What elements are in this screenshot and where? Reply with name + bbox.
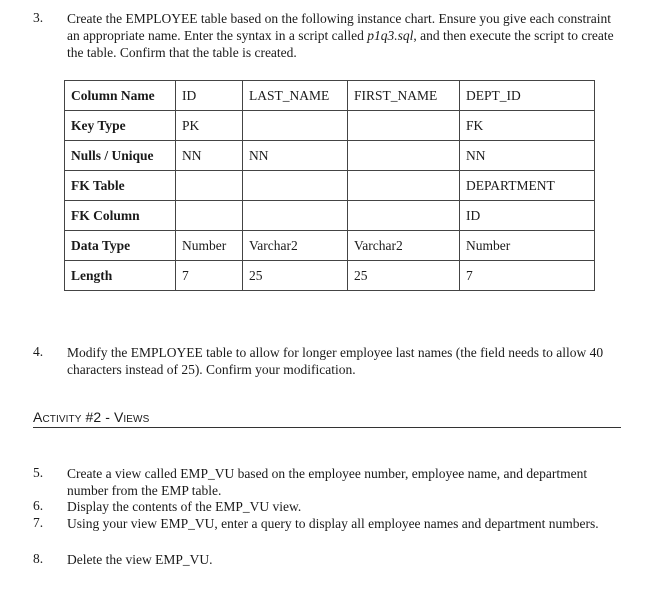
table-cell: Varchar2 xyxy=(243,231,348,261)
table-row-column-name xyxy=(65,81,595,111)
question-text: Delete the view EMP_VU. xyxy=(67,552,213,567)
table-cell: FIRST_NAME xyxy=(348,81,460,111)
question-text: Display the contents of the EMP_VU view. xyxy=(67,499,302,514)
table-cell xyxy=(176,201,243,231)
question-number: 7. xyxy=(33,515,44,530)
table-cell xyxy=(348,111,460,141)
activity-heading: Activity #2 - Views xyxy=(33,409,621,428)
row-header: Nulls / Unique xyxy=(65,141,176,171)
table-cell: 25 xyxy=(243,261,348,291)
question-number: 3. xyxy=(33,10,44,25)
table-row-data-type xyxy=(65,231,595,261)
table-row-fk-column xyxy=(65,201,595,231)
table-cell: 25 xyxy=(348,261,460,291)
table-cell: FK xyxy=(460,111,595,141)
question-number: 5. xyxy=(33,465,44,480)
script-filename: p1q3.sql xyxy=(367,28,414,43)
question-number: 4. xyxy=(33,344,44,359)
row-header: FK Table xyxy=(65,171,176,201)
table-cell xyxy=(348,171,460,201)
table-cell: 7 xyxy=(176,261,243,291)
table-cell: NN xyxy=(243,141,348,171)
table-cell: LAST_NAME xyxy=(243,81,348,111)
row-header: FK Column xyxy=(65,201,176,231)
table-cell: 7 xyxy=(460,261,595,291)
table-cell xyxy=(348,141,460,171)
table-cell: NN xyxy=(176,141,243,171)
question-text-start: Create the EMPLOYEE table based on the following instance chart. Ensure you give each constraint an appropriate name. Enter the syntax in a script called xyxy=(67,11,611,43)
table-cell: NN xyxy=(460,141,595,171)
question-number: 6. xyxy=(33,498,44,513)
question-text xyxy=(67,10,627,61)
table-cell: Varchar2 xyxy=(348,231,460,261)
table-row-fk-table xyxy=(65,171,595,201)
table-cell: ID xyxy=(460,201,595,231)
table-cell: Number xyxy=(460,231,595,261)
table-cell: PK xyxy=(176,111,243,141)
row-header: Length xyxy=(65,261,176,291)
row-header: Key Type xyxy=(65,111,176,141)
question-text: Modify the EMPLOYEE table to allow for longer employee last names (the field needs to allow 40 characters instead of 25). Confirm your modification. xyxy=(67,345,604,377)
table-row-length xyxy=(65,261,595,291)
table-cell xyxy=(243,171,348,201)
question-text: Using your view EMP_VU, enter a query to display all employee names and department numbers. xyxy=(67,516,599,531)
table-cell: DEPT_ID xyxy=(460,81,595,111)
table-row-nulls-unique xyxy=(65,141,595,171)
table-cell xyxy=(243,201,348,231)
row-header: Data Type xyxy=(65,231,176,261)
table-cell: Number xyxy=(176,231,243,261)
question-text: Create a view called EMP_VU based on the employee number, employee name, and department number from the EMP table. xyxy=(67,466,588,498)
table-row-key-type xyxy=(65,111,595,141)
table-cell xyxy=(176,171,243,201)
row-header: Column Name xyxy=(65,81,176,111)
question-text-end: , and then execute the script to create the table. Confirm that the table is created. xyxy=(67,28,614,60)
employee-instance-chart xyxy=(64,80,595,291)
table-cell: DEPARTMENT xyxy=(460,171,595,201)
table-cell: ID xyxy=(176,81,243,111)
table-cell xyxy=(348,201,460,231)
question-number: 8. xyxy=(33,551,44,566)
table-cell xyxy=(243,111,348,141)
